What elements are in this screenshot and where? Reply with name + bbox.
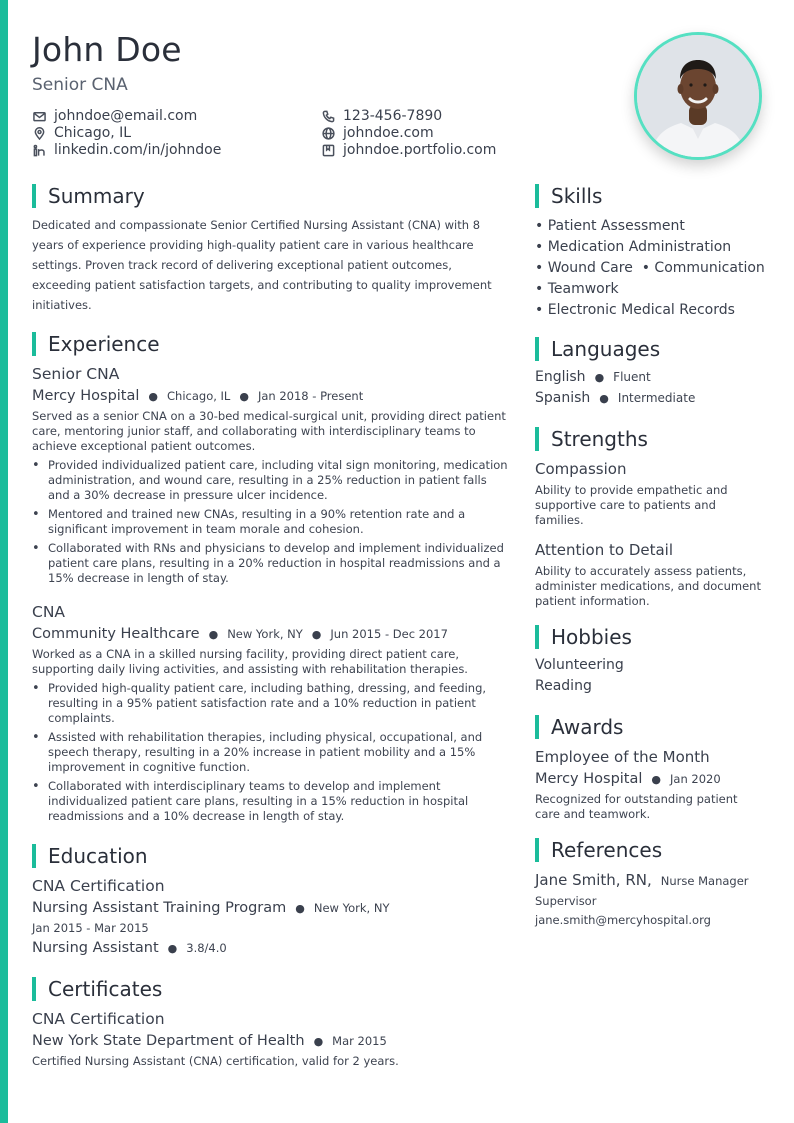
list-item: • Collaborated with RNs and physicians to develop and implement individualized patient care plans, resulting in a 20% reduction in hospital readmissions and a 15% decrease in length of stay. xyxy=(32,541,510,586)
heading-accent-bar xyxy=(535,337,539,361)
contact-phone-text: 123-456-7890 xyxy=(343,108,443,124)
heading-accent-bar xyxy=(535,625,539,649)
references-heading: References xyxy=(535,838,662,862)
strength-description: Ability to accurately assess patients, administer medications, and document patient information. xyxy=(535,564,761,608)
separator-dot: ● xyxy=(148,390,159,403)
strength-title: Compassion xyxy=(535,460,627,478)
strengths-heading: Strengths xyxy=(535,427,648,451)
hobbies-heading: Hobbies xyxy=(535,625,632,649)
language-level: Intermediate xyxy=(617,391,696,405)
separator-dot: ● xyxy=(313,1035,324,1048)
skill-item: Wound Care xyxy=(547,260,633,276)
certificate-date: Mar 2015 xyxy=(332,1034,387,1048)
separator-dot: ● xyxy=(311,628,322,641)
education-meta xyxy=(32,900,389,916)
language-name: English xyxy=(535,369,586,385)
heading-accent-bar xyxy=(32,844,36,868)
contact-location xyxy=(32,125,221,142)
education-gpa: 3.8/4.0 xyxy=(186,941,227,955)
contact-portfolio[interactable] xyxy=(321,142,496,159)
job-meta xyxy=(32,388,363,404)
job-title: CNA xyxy=(32,603,66,621)
summary-heading: Summary xyxy=(32,184,145,208)
language-name: Spanish xyxy=(535,390,591,406)
profile-photo xyxy=(634,32,762,160)
reference-role: Nurse Manager xyxy=(660,874,749,888)
language-level: Fluent xyxy=(613,370,651,384)
separator-dot: ● xyxy=(599,392,609,405)
separator-dot: ● xyxy=(651,773,662,786)
award-title: Employee of the Month xyxy=(535,748,710,766)
globe-icon xyxy=(321,127,335,141)
separator-dot: ● xyxy=(208,628,219,641)
location-icon xyxy=(32,127,46,141)
certificate-issuer: New York State Department of Health xyxy=(32,1033,305,1049)
language-item xyxy=(535,369,651,385)
candidate-title: Senior CNA xyxy=(32,75,128,95)
contact-website-text: johndoe.com xyxy=(343,125,434,141)
job-meta xyxy=(32,626,448,642)
heading-accent-bar xyxy=(535,427,539,451)
contact-phone[interactable] xyxy=(321,108,496,125)
job-bullets xyxy=(32,458,510,590)
contact-website[interactable] xyxy=(321,125,496,142)
education-school: Nursing Assistant Training Program xyxy=(32,900,287,916)
skill-item: Electronic Medical Records xyxy=(547,302,735,318)
job-dates: Jun 2015 - Dec 2017 xyxy=(330,627,448,641)
heading-accent-bar xyxy=(32,332,36,356)
job-description: Served as a senior CNA on a 30-bed medical-surgical unit, providing direct patient care, mentoring junior staff, and collaborating with interdisciplinary teams to achieve exceptional patient outcomes. xyxy=(32,409,506,453)
skill-item: Communication xyxy=(654,260,765,276)
reference-name: Jane Smith, RN, xyxy=(535,871,652,889)
certificates-heading: Certificates xyxy=(32,977,162,1001)
reference-line xyxy=(535,871,749,889)
job-title: Senior CNA xyxy=(32,365,120,383)
heading-accent-bar xyxy=(535,715,539,739)
education-heading: Education xyxy=(32,844,148,868)
language-item xyxy=(535,390,695,406)
strength-title: Attention to Detail xyxy=(535,541,674,559)
separator-dot: ● xyxy=(295,902,305,915)
separator-dot: ● xyxy=(239,390,249,403)
contact-location-text: Chicago, IL xyxy=(54,125,132,141)
award-meta xyxy=(535,771,721,787)
heading-accent-bar xyxy=(535,838,539,862)
skills-heading: Skills xyxy=(535,184,602,208)
skill-item: Patient Assessment xyxy=(547,218,685,234)
reference-email[interactable]: jane.smith@mercyhospital.org xyxy=(535,913,711,927)
contact-list-left xyxy=(32,108,221,159)
skill-item: Medication Administration xyxy=(547,239,732,255)
job-location: New York, NY xyxy=(227,627,303,641)
awards-heading: Awards xyxy=(535,715,623,739)
languages-heading: Languages xyxy=(535,337,660,361)
heading-accent-bar xyxy=(32,977,36,1001)
separator-dot: ● xyxy=(167,942,178,955)
education-field: Nursing Assistant xyxy=(32,940,159,956)
reference-role-2: Supervisor xyxy=(535,894,597,908)
heading-accent-bar xyxy=(535,184,539,208)
list-item: • Mentored and trained new CNAs, resulting in a 90% retention rate and a significant improvement in team morale and cohesion. xyxy=(32,507,510,537)
education-field-meta xyxy=(32,940,227,956)
contact-linkedin[interactable] xyxy=(32,142,221,159)
list-item: • Collaborated with interdisciplinary teams to develop and implement individualized patient care plans, resulting in a 15% reduction in hospital readmissions and a 10% decrease in length of stay. xyxy=(32,779,510,824)
contact-list-right xyxy=(321,108,496,159)
linkedin-icon xyxy=(32,144,46,158)
job-location: Chicago, IL xyxy=(167,389,231,403)
award-date: Jan 2020 xyxy=(670,772,721,786)
experience-heading: Experience xyxy=(32,332,160,356)
contact-linkedin-text: linkedin.com/in/johndoe xyxy=(54,142,222,158)
education-location: New York, NY xyxy=(313,901,390,915)
summary-text: Dedicated and compassionate Senior Certified Nursing Assistant (CNA) with 8 years of experience providing high-quality patient care in various healthcare settings. Proven track record of delivering exceptional patient outcomes, exceeding patient satisfaction targets, and contributing to quality improvement initiatives. xyxy=(32,218,492,312)
strength-description: Ability to provide empathetic and supportive care to patients and families. xyxy=(535,483,728,527)
contact-email[interactable] xyxy=(32,108,221,125)
certificate-name: CNA Certification xyxy=(32,1010,165,1028)
hobby-item: Reading xyxy=(535,678,592,694)
candidate-name: John Doe xyxy=(32,30,182,69)
skills-list: • Patient Assessment • Medication Administration • Wound Care • Communication • Teamwork • Electronic Medical Records xyxy=(535,218,765,318)
award-org: Mercy Hospital xyxy=(535,771,643,787)
contact-email-text: johndoe@email.com xyxy=(54,108,198,124)
education-degree: CNA Certification xyxy=(32,877,165,895)
job-bullets xyxy=(32,681,510,828)
skill-item: Teamwork xyxy=(547,281,619,297)
job-company: Mercy Hospital xyxy=(32,388,140,404)
accent-strip xyxy=(0,0,8,1123)
list-item: • Assisted with rehabilitation therapies, including physical, occupational, and speech therapy, resulting in a 20% increase in patient mobility and a 15% improvement in cognitive function. xyxy=(32,730,510,775)
hobby-item: Volunteering xyxy=(535,657,624,673)
avatar xyxy=(637,35,759,157)
phone-icon xyxy=(321,110,335,124)
separator-dot: ● xyxy=(594,371,605,384)
award-description: Recognized for outstanding patient care and teamwork. xyxy=(535,792,738,821)
email-icon xyxy=(32,110,46,124)
education-dates: Jan 2015 - Mar 2015 xyxy=(32,921,149,935)
job-company: Community Healthcare xyxy=(32,626,200,642)
list-item: • Provided high-quality patient care, including bathing, dressing, and feeding, resulting in a 95% patient satisfaction rate and a 10% reduction in patient complaints. xyxy=(32,681,510,726)
certificate-meta xyxy=(32,1033,387,1049)
contact-portfolio-text: johndoe.portfolio.com xyxy=(343,142,497,158)
job-description: Worked as a CNA in a skilled nursing facility, providing direct patient care, supporting daily living activities, and assisting with rehabilitation therapies. xyxy=(32,647,468,676)
portfolio-icon xyxy=(321,144,335,158)
heading-accent-bar xyxy=(32,184,36,208)
job-dates: Jan 2018 - Present xyxy=(257,389,364,403)
list-item: • Provided individualized patient care, including vital sign monitoring, medication administration, and wound care, resulting in a 25% reduction in patient falls and a 30% decrease in pressure ulcer incidence. xyxy=(32,458,510,503)
certificate-description: Certified Nursing Assistant (CNA) certification, valid for 2 years. xyxy=(32,1054,399,1068)
